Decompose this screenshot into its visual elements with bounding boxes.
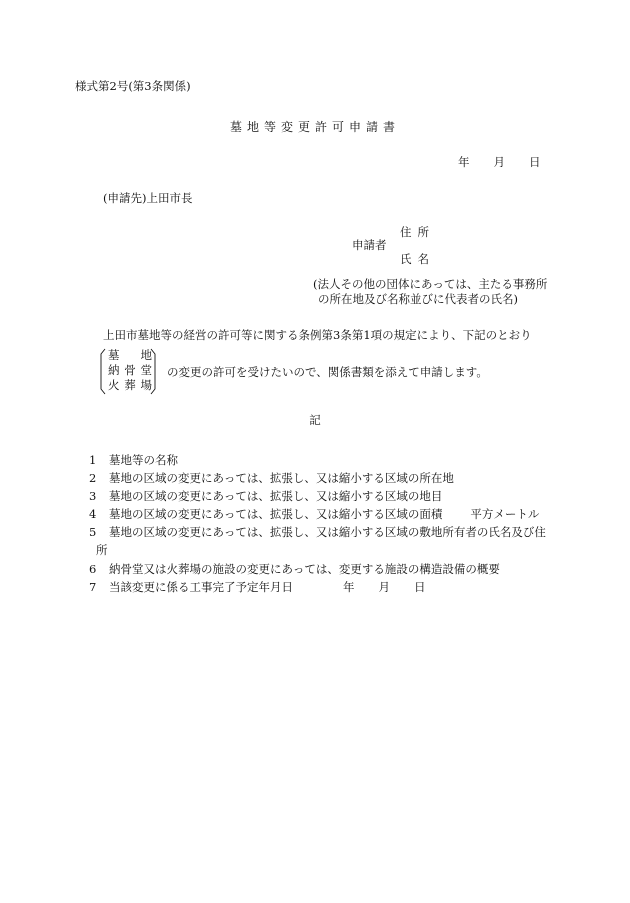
list-item-text: 墓地の区域の変更にあっては、拡張し、又は縮小する区域の敷地所有者の氏名及び住 bbox=[109, 525, 546, 539]
applicant-label: 申請者 bbox=[352, 238, 387, 252]
corporate-note-line1: (法人その他の団体にあっては、主たる事務所 bbox=[313, 277, 548, 291]
list-item bbox=[89, 455, 178, 467]
facility-type-bracket bbox=[98, 348, 158, 395]
name-label: 氏名 bbox=[400, 252, 435, 266]
list-item-text: 当該変更に係る工事完了予定年月日 bbox=[109, 580, 293, 594]
list-item-number: 5 bbox=[89, 525, 97, 539]
body-text-line2: の変更の許可を受けたいので、関係書類を添えて申請します。 bbox=[167, 365, 488, 379]
body-text-line1: 上田市墓地等の経営の許可等に関する条例第3条第1項の規定により、下記のとおり bbox=[103, 328, 532, 342]
facility-option-ossuary: 納骨堂 bbox=[108, 363, 152, 377]
completion-day-label: 日 bbox=[414, 580, 426, 594]
area-unit-label: 平方メートル bbox=[470, 507, 540, 521]
list-item bbox=[89, 564, 500, 576]
list-item-number: 6 bbox=[89, 562, 97, 576]
ki-heading: 記 bbox=[309, 413, 321, 427]
list-item bbox=[89, 509, 539, 521]
list-item bbox=[89, 582, 426, 594]
address-label: 住所 bbox=[400, 225, 435, 239]
completion-month-label: 月 bbox=[378, 580, 390, 594]
list-item-text: 墓地の区域の変更にあっては、拡張し、又は縮小する区域の地目 bbox=[109, 489, 443, 503]
date-month-label: 月 bbox=[493, 155, 505, 169]
list-item-number: 3 bbox=[89, 489, 97, 503]
list-item-number: 1 bbox=[89, 453, 97, 467]
completion-year-label: 年 bbox=[343, 580, 355, 594]
list-item bbox=[89, 527, 546, 539]
document-title: 墓地等変更許可申請書 bbox=[229, 120, 400, 134]
corporate-note-line2: の所在地及び名称並びに代表者の氏名) bbox=[318, 292, 518, 306]
list-item-text: 墓地の区域の変更にあっては、拡張し、又は縮小する区域の面積 bbox=[109, 507, 443, 521]
facility-option-crematorium: 火葬場 bbox=[108, 378, 152, 392]
list-item-continuation: 所 bbox=[96, 543, 108, 557]
date-year-label: 年 bbox=[458, 155, 470, 169]
date-day-label: 日 bbox=[529, 155, 541, 169]
list-item-number: 2 bbox=[89, 471, 97, 485]
date-line bbox=[458, 157, 541, 169]
list-item-text: 墓地の区域の変更にあっては、拡張し、又は縮小する区域の所在地 bbox=[109, 471, 454, 485]
form-number: 様式第2号(第3条関係) bbox=[75, 79, 191, 93]
addressee: (申請先)上田市長 bbox=[103, 191, 193, 205]
list-item bbox=[89, 491, 442, 503]
list-item-text: 墓地等の名称 bbox=[109, 453, 178, 467]
list-item bbox=[89, 473, 454, 485]
list-item-number: 7 bbox=[89, 580, 97, 594]
list-item-number: 4 bbox=[89, 507, 97, 521]
list-item-text: 納骨堂又は火葬場の施設の変更にあっては、変更する施設の構造設備の概要 bbox=[109, 562, 500, 576]
facility-option-cemetery: 墓地 bbox=[108, 348, 152, 362]
